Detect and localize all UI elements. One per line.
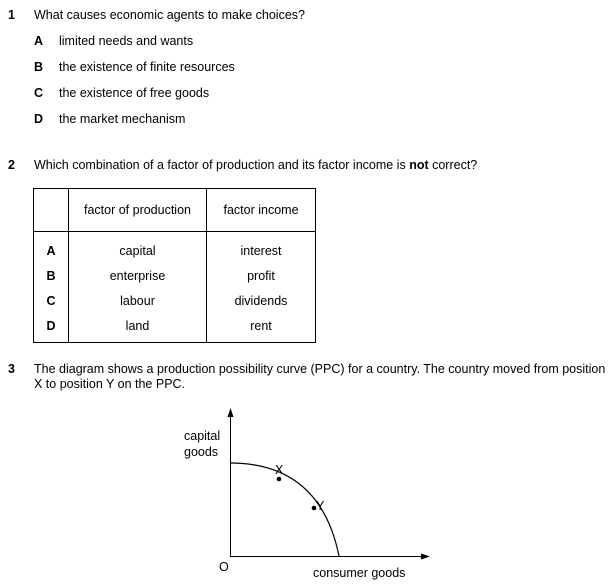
q1-option-text: the market mechanism <box>59 112 186 126</box>
table-row-letter: D <box>34 313 69 343</box>
y-axis-label-line2: goods <box>184 445 219 459</box>
q1-option-letter: A <box>34 34 44 48</box>
q1-option-letter: B <box>34 60 44 74</box>
q1-option-text: limited needs and wants <box>59 34 194 48</box>
table-cell-income: dividends <box>207 288 316 313</box>
origin-label: O <box>219 560 229 574</box>
table-cell-income: profit <box>207 263 316 288</box>
q1-option-text: the existence of free goods <box>59 86 210 100</box>
table-cell-income: rent <box>207 313 316 343</box>
y-axis-arrowhead <box>228 408 234 417</box>
table-cell-factor: land <box>69 313 207 343</box>
q2-text-after: correct? <box>428 158 478 172</box>
table-header-income: factor income <box>207 189 316 232</box>
table-row-letter: B <box>34 263 69 288</box>
q1-number: 1 <box>8 8 15 22</box>
q3-question-text: The diagram shows a production possibility curve (PPC) for a country. The country moved from position X to position Y on the PPC. <box>34 362 606 391</box>
table-row-letter: A <box>34 232 69 264</box>
x-axis-arrowhead <box>421 554 430 560</box>
q1-option-text: the existence of finite resources <box>59 60 235 74</box>
table-cell-factor: labour <box>69 288 207 313</box>
q2-number: 2 <box>8 158 15 172</box>
q2-text-emphasis: not <box>409 158 429 172</box>
table-row-letter: C <box>34 288 69 313</box>
table-cell-income: interest <box>207 232 316 264</box>
y-axis-label-line1: capital <box>184 429 221 443</box>
table-header-factor: factor of production <box>69 189 207 232</box>
point-y-label: Y <box>316 499 325 513</box>
q1-option-letter: D <box>34 112 44 126</box>
q2-text-before: Which combination of a factor of production and its factor income is <box>34 158 410 172</box>
point-x-label: X <box>275 463 284 477</box>
q1-option-letter: C <box>34 86 44 100</box>
table-cell-factor: capital <box>69 232 207 264</box>
table-cell-factor: enterprise <box>69 263 207 288</box>
point-x-marker <box>277 477 282 482</box>
q1-question-text: What causes economic agents to make choices? <box>34 8 305 22</box>
x-axis-label: consumer goods <box>313 566 406 580</box>
q3-number: 3 <box>8 362 15 376</box>
